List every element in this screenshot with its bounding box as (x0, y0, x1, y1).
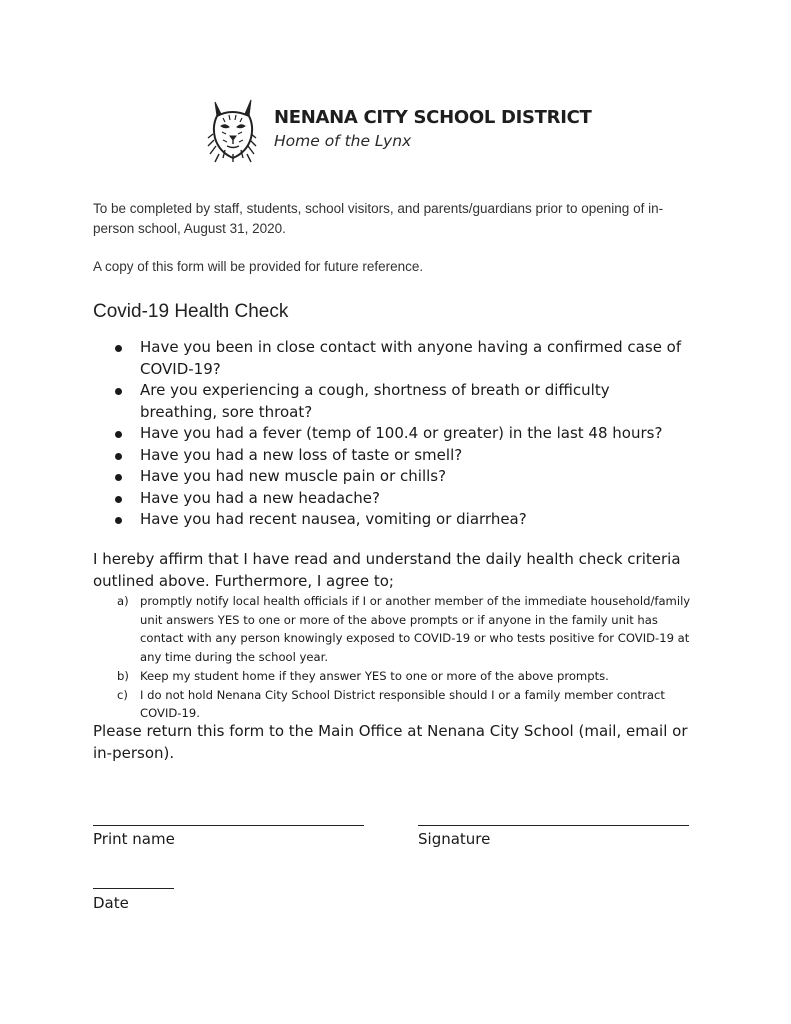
intro-text: To be completed by staff, students, school visitors, and parents/guardians prior to opening of in-person school, August 31, 2020. (93, 201, 664, 236)
bullet-icon (115, 388, 122, 395)
agreement-text: promptly notify local health officials if I or another member of the immediate household/family unit answers YES to one or more of the above prompts or if anyone in the family unit has contact with any person knowingly exposed to COVID-19 or who tests positive for COVID-19 at any time during the school year. (140, 594, 691, 665)
question-item (108, 488, 688, 510)
question-text: Have you been in close contact with anyone having a confirmed case of COVID-19? (140, 338, 682, 378)
letterhead (207, 98, 592, 164)
agreement-item (117, 667, 702, 686)
question-text: Have you had a fever (temp of 100.4 or greater) in the last 48 hours? (140, 424, 663, 442)
question-item (108, 466, 688, 488)
bullet-icon (115, 431, 122, 438)
question-item (108, 445, 688, 467)
tagline: Home of the Lynx (274, 132, 412, 150)
question-text: Have you had a new headache? (140, 488, 380, 507)
print-name-line[interactable] (93, 825, 364, 826)
affirmation-text: I hereby affirm that I have read and understand the daily health check criteria outlined above. Furthermore, I agree to; (93, 550, 681, 590)
signature-line[interactable] (418, 825, 689, 826)
agreement-item (117, 686, 702, 723)
question-text: Have you had a new loss of taste or smell? (140, 445, 463, 464)
date-line[interactable] (93, 888, 174, 889)
bullet-icon (115, 474, 122, 481)
agreement-text: I do not hold Nenana City School District responsible should I or a family member contract COVID-19. (140, 687, 665, 721)
question-item (108, 337, 688, 380)
return-instructions: Please return this form to the Main Office at Nenana City School (mail, email or in-person). (93, 722, 688, 762)
agreement-marker: b) (117, 668, 129, 683)
health-check-title: Covid-19 Health Check (93, 301, 289, 322)
agreement-marker: c) (117, 687, 128, 702)
question-text: Have you had recent nausea, vomiting or diarrhea? (140, 510, 527, 528)
signature-label: Signature (418, 830, 491, 848)
question-item (108, 380, 688, 423)
bullet-icon (115, 517, 122, 524)
health-check-questions (108, 337, 688, 531)
question-text: Are you experiencing a cough, shortness of breath or difficulty breathing, sore throat? (140, 381, 610, 421)
agreement-list (117, 592, 702, 723)
date-label: Date (93, 894, 129, 912)
district-name: NENANA CITY SCHOOL DISTRICT (274, 107, 592, 128)
lynx-logo-icon (207, 98, 257, 164)
print-name-label: Print name (93, 830, 175, 848)
agreement-text: Keep my student home if they answer YES to one or more of the above prompts. (140, 668, 609, 683)
copy-note: A copy of this form will be provided for future reference. (93, 259, 424, 274)
question-item (108, 509, 688, 531)
bullet-icon (115, 345, 122, 352)
bullet-icon (115, 496, 122, 503)
question-text: Have you had new muscle pain or chills? (140, 467, 447, 485)
agreement-marker: a) (117, 594, 129, 608)
agreement-item (117, 592, 702, 667)
question-item (108, 423, 688, 445)
letterhead-text (274, 107, 592, 152)
bullet-icon (115, 453, 122, 460)
